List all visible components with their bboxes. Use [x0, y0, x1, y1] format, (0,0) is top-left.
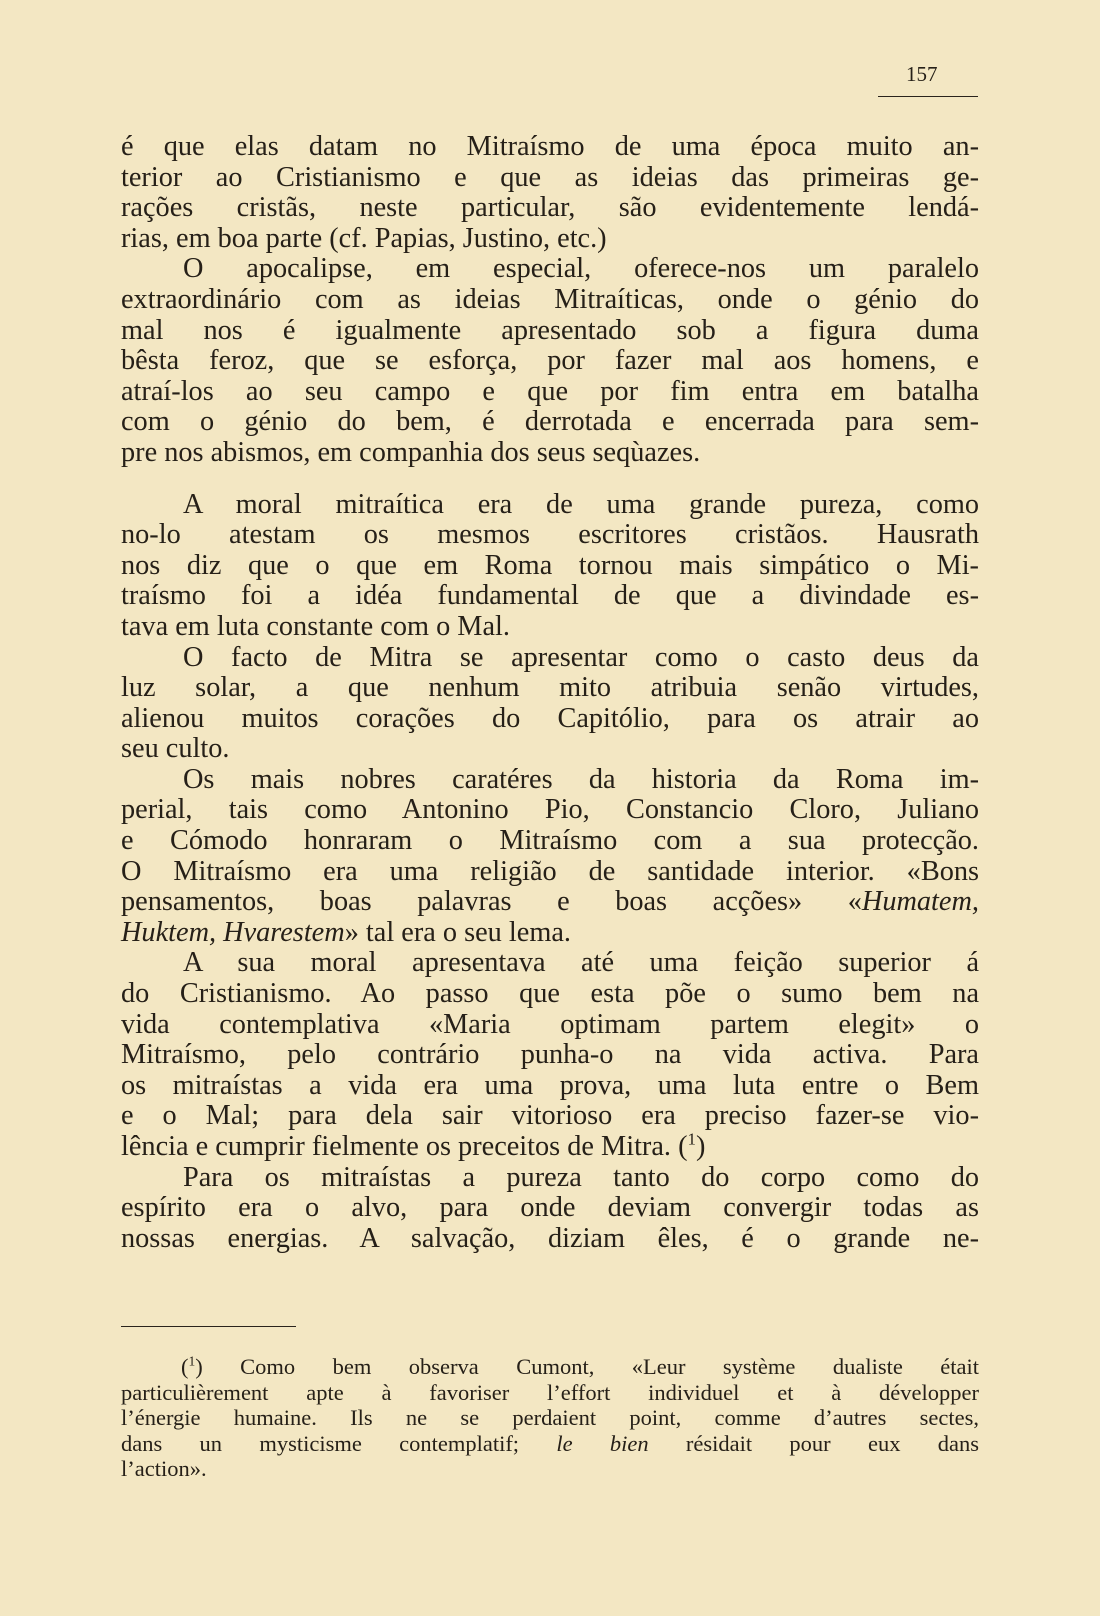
text-line: Os mais nobres caratéres da historia da Roma im-	[183, 763, 979, 795]
text-line: O Mitraísmo era uma religião de santidade interior. «Bons	[121, 855, 979, 887]
text-line: do Cristianismo. Ao passo que esta põe o sumo bem na	[121, 978, 979, 1010]
text-line: é que elas datam no Mitraísmo de uma época muito an-	[121, 131, 979, 162]
text-line: luz solar, a que nenhum mito atribuia senão virtudes,	[121, 672, 979, 704]
text-line: pre nos abismos, em companhia dos seus seqùazes.	[121, 436, 701, 468]
text-line: atraí-los ao seu campo e que por fim entra em batalha	[121, 375, 979, 407]
text-line: lência e cumprir fielmente os preceitos de Mitra. ($^1$)	[121, 1129, 706, 1162]
text-line: com o génio do bem, é derrotada e encerrada para sem-	[121, 406, 979, 438]
text-line: Para os mitraístas a pureza tanto do corpo como do	[183, 1161, 979, 1193]
body-text	[121, 132, 979, 1254]
paragraph	[121, 1163, 979, 1255]
footnote-line: particulièrement apte à favoriser l’effort individuel et à développer	[121, 1379, 979, 1405]
paragraph	[121, 254, 979, 468]
footnote	[121, 1354, 979, 1482]
paragraph	[121, 643, 979, 765]
footnote-line: ($^1$) Como bem observa Cumont, «Leur système dualiste était	[181, 1353, 979, 1379]
text-line: A moral mitraítica era de uma grande pureza, como	[183, 488, 979, 520]
text-line: no-lo atestam os mesmos escritores cristãos. Hausrath	[121, 519, 979, 551]
text-line: nos diz que o que em Roma tornou mais simpático o Mi-	[121, 549, 979, 581]
footnote-line: dans un mysticisme contemplatif; le bien résidait pour eux dans	[121, 1430, 979, 1456]
text-line: mal nos é igualmente apresentado sob a figura duma	[121, 314, 979, 346]
paragraph	[121, 765, 979, 949]
text-line: rias, em boa parte (cf. Papias, Justino, etc.)	[121, 222, 607, 254]
text-line: perial, tais como Antonino Pio, Constancio Cloro, Juliano	[121, 794, 979, 826]
text-line: os mitraístas a vida era uma prova, uma luta entre o Bem	[121, 1069, 979, 1101]
text-line: O apocalipse, em especial, oferece-nos um paralelo	[183, 253, 979, 285]
text-line: rações cristãs, neste particular, são evidentemente lendá-	[121, 192, 979, 224]
text-line: Huktem, Hvarestem» tal era o seu lema.	[121, 916, 571, 948]
footnote-line: l’énergie humaine. Ils ne se perdaient point, comme d’autres sectes,	[121, 1405, 979, 1431]
page-number: 157	[906, 62, 938, 86]
text-line: traísmo foi a idéa fundamental de que a divindade es-	[121, 580, 979, 612]
text-line: seu culto.	[121, 733, 230, 765]
paragraph	[121, 132, 979, 254]
text-line: nossas energias. A salvação, diziam êles, é o grande ne-	[121, 1222, 979, 1254]
header-rule	[878, 96, 978, 97]
text-line: extraordinário com as ideias Mitraíticas, onde o génio do	[121, 283, 979, 315]
text-line: Mitraísmo, pelo contrário punha-o na vida activa. Para	[121, 1039, 979, 1071]
text-line: espírito era o alvo, para onde deviam convergir todas as	[121, 1192, 979, 1224]
text-line: e o Mal; para dela sair vitorioso era preciso fazer-se vio-	[121, 1100, 979, 1132]
text-line: alienou muitos corações do Capitólio, para os atrair ao	[121, 702, 979, 734]
text-line: bêsta feroz, que se esforça, por fazer mal aos homens, e	[121, 345, 979, 377]
text-line: e Cómodo honraram o Mitraísmo com a sua protecção.	[121, 825, 979, 857]
text-line: vida contemplativa «Maria optimam partem elegit» o	[121, 1008, 979, 1040]
footnote-line: l’action».	[121, 1456, 207, 1482]
text-line: terior ao Cristianismo e que as ideias das primeiras ge-	[121, 161, 979, 193]
text-line: A sua moral apresentava até uma feição superior á	[183, 947, 979, 979]
footnote-rule	[121, 1326, 296, 1327]
paragraph	[121, 948, 979, 1162]
text-line: tava em luta constante com o Mal.	[121, 610, 510, 642]
text-line: pensamentos, boas palavras e boas acções» «Humatem,	[121, 886, 979, 918]
text-line: O facto de Mitra se apresentar como o casto deus da	[183, 641, 979, 673]
paragraph	[121, 490, 979, 643]
